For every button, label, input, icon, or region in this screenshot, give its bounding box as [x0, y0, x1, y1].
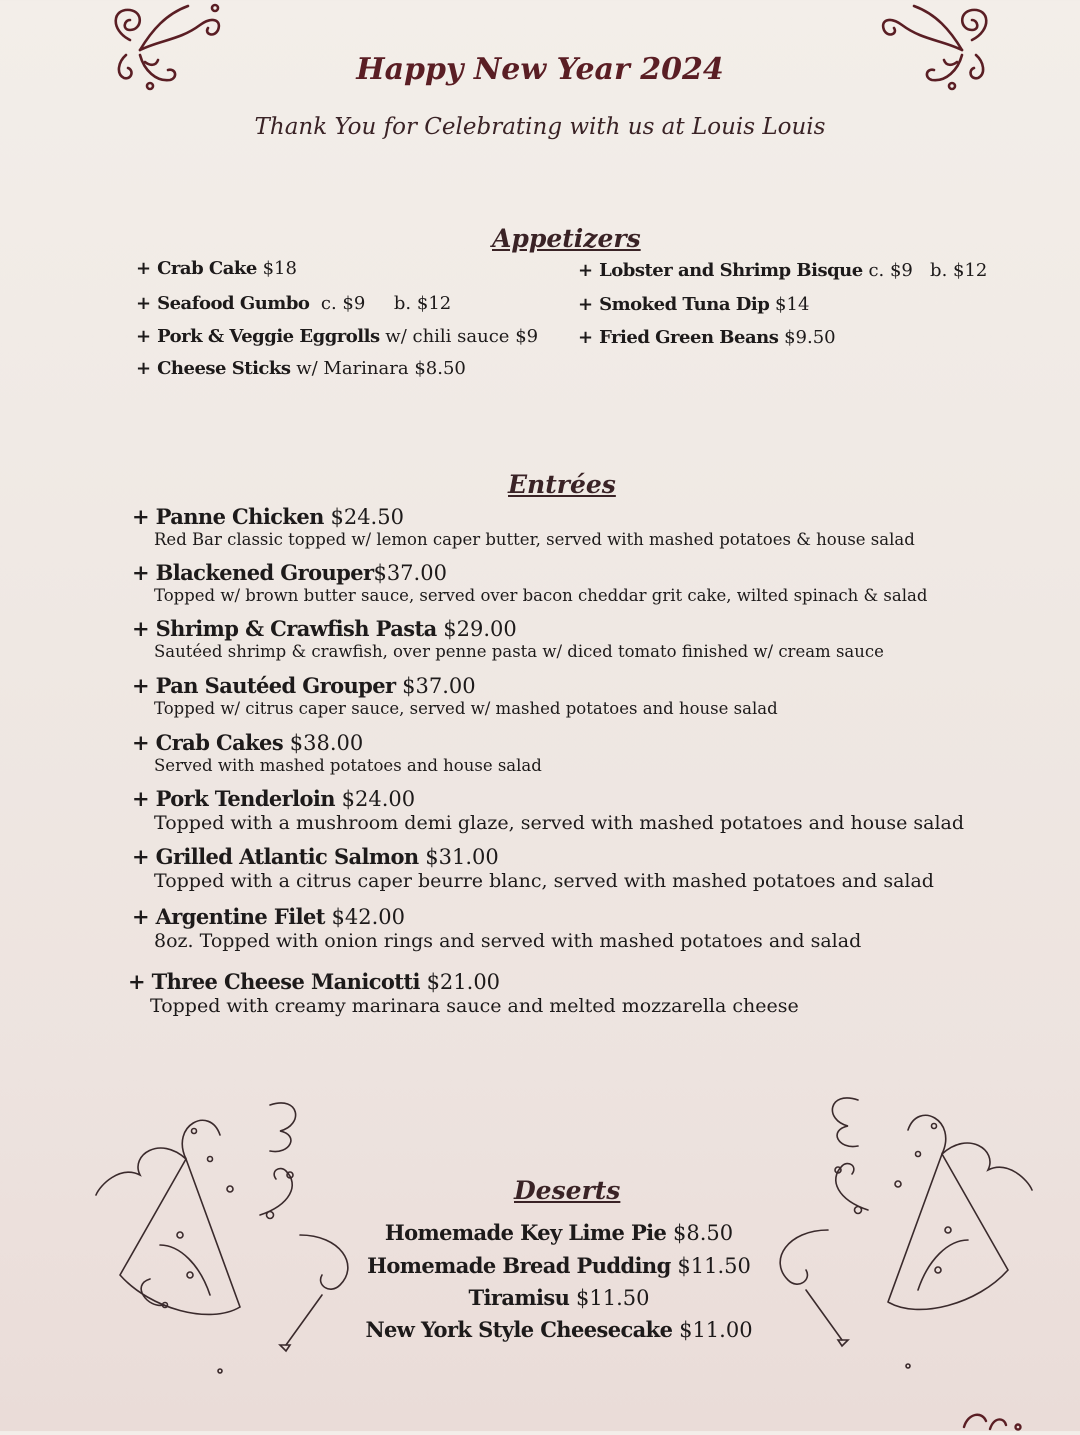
dessert-item: New York Style Cheesecake $11.00 — [365, 1317, 753, 1342]
entree-item: + Grilled Atlantic Salmon $31.00 Topped with a citrus caper beurre blanc, served with mashed potatoes and salad — [132, 844, 934, 892]
appetizers-heading: Appetizers — [492, 224, 641, 253]
party-hat-icon-left — [90, 1095, 370, 1395]
dessert-item: Tiramisu $11.50 — [468, 1285, 650, 1310]
desserts-heading: Deserts — [514, 1176, 621, 1205]
entree-item: + Blackened Grouper$37.00 Topped w/ brown butter sauce, served over bacon cheddar grit cake, wilted spinach & salad — [132, 560, 928, 605]
entree-item: + Pork Tenderloin $24.00 Topped with a mushroom demi glaze, served with mashed potatoes and house salad — [132, 786, 965, 834]
entrees-heading: Entrées — [508, 470, 616, 499]
menu-title: Happy New Year 2024 — [356, 52, 724, 87]
appetizer-item: + Seafood Gumbo c. $9 b. $12 — [136, 293, 452, 314]
entree-item: + Panne Chicken $24.50 Red Bar classic topped w/ lemon caper butter, served with mashed potatoes & house salad — [132, 504, 915, 549]
appetizer-item: + Smoked Tuna Dip $14 — [578, 294, 810, 315]
dessert-item: Homemade Bread Pudding $11.50 — [367, 1253, 751, 1278]
dessert-item: Homemade Key Lime Pie $8.50 — [384, 1220, 734, 1245]
appetizer-item: + Crab Cake $18 — [136, 258, 297, 279]
appetizer-item: + Cheese Sticks w/ Marinara $8.50 — [136, 358, 466, 379]
entree-item: + Pan Sautéed Grouper $37.00 Topped w/ citrus caper sauce, served w/ mashed potatoes and house salad — [132, 673, 778, 718]
appetizer-item: + Fried Green Beans $9.50 — [578, 327, 836, 348]
entree-item: + Shrimp & Crawfish Pasta $29.00 Sautéed shrimp & crawfish, over penne pasta w/ diced tomato finished w/ cream sauce — [132, 616, 884, 661]
entree-item: + Argentine Filet $42.00 8oz. Topped with onion rings and served with mashed potatoes and salad — [132, 904, 862, 952]
entree-item: + Three Cheese Manicotti $21.00 Topped with creamy marinara sauce and melted mozzarella cheese — [128, 969, 799, 1017]
menu-subtitle: Thank You for Celebrating with us at Louis Louis — [254, 114, 826, 140]
appetizer-item: + Pork & Veggie Eggrolls w/ chili sauce $9 — [136, 326, 539, 347]
appetizer-item: + Lobster and Shrimp Bisque c. $9 b. $12 — [578, 260, 988, 281]
entree-item: + Crab Cakes $38.00 Served with mashed potatoes and house salad — [132, 730, 542, 775]
